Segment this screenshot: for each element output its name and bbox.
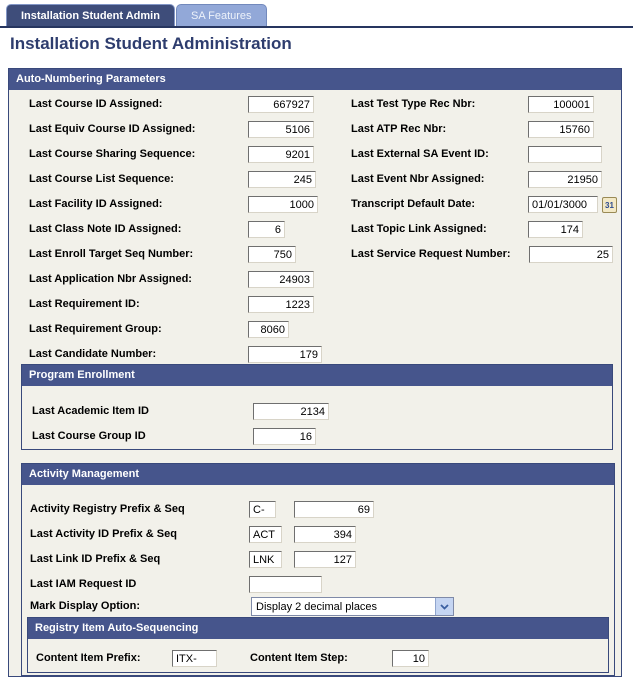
label-last-topic-link: Last Topic Link Assigned: <box>351 223 487 235</box>
mark-display-option-select[interactable] <box>251 597 454 616</box>
section-auto-numbering-parameters <box>8 68 622 677</box>
input-last-atp-rec-nbr[interactable] <box>528 121 594 138</box>
input-last-course-list-seq[interactable] <box>248 171 316 188</box>
label-last-application-nbr: Last Application Nbr Assigned: <box>29 273 192 285</box>
input-activity-registry-prefix[interactable] <box>249 501 276 518</box>
tab-underline <box>0 26 633 28</box>
input-last-activity-id-prefix[interactable] <box>249 526 282 543</box>
label-last-iam-request-id: Last IAM Request ID <box>30 578 137 590</box>
input-last-test-type-rec-nbr[interactable] <box>528 96 594 113</box>
label-activity-registry-prefix-seq: Activity Registry Prefix & Seq <box>30 503 185 515</box>
label-last-requirement-group: Last Requirement Group: <box>29 323 162 335</box>
input-last-course-sharing-seq[interactable] <box>248 146 314 163</box>
input-last-event-nbr[interactable] <box>528 171 602 188</box>
label-last-external-sa-event-id: Last External SA Event ID: <box>351 148 489 160</box>
tab-label: Installation Student Admin <box>21 10 160 22</box>
label-mark-display-option: Mark Display Option: <box>30 600 141 612</box>
input-last-link-id-prefix[interactable] <box>249 551 282 568</box>
chevron-down-icon <box>435 598 453 615</box>
input-last-requirement-id[interactable] <box>248 296 314 313</box>
label-last-academic-item-id: Last Academic Item ID <box>32 405 149 417</box>
input-content-item-prefix[interactable] <box>172 650 217 667</box>
label-last-course-group-id: Last Course Group ID <box>32 430 146 442</box>
input-last-external-sa-event-id[interactable] <box>528 146 602 163</box>
label-last-link-id-prefix-seq: Last Link ID Prefix & Seq <box>30 553 161 565</box>
label-last-facility-id: Last Facility ID Assigned: <box>29 198 163 210</box>
input-last-course-id[interactable] <box>248 96 314 113</box>
input-last-candidate-number[interactable] <box>248 346 322 363</box>
label-content-item-step: Content Item Step: <box>250 652 348 664</box>
input-transcript-default-date[interactable] <box>528 196 598 213</box>
section-program-enrollment <box>21 364 613 450</box>
input-activity-registry-seq[interactable] <box>294 501 374 518</box>
section-header-activity-management: Activity Management <box>22 464 614 485</box>
input-last-service-request-number[interactable] <box>529 246 613 263</box>
label-last-class-note-id: Last Class Note ID Assigned: <box>29 223 182 235</box>
label-last-requirement-id: Last Requirement ID: <box>29 298 140 310</box>
input-last-equiv-course-id[interactable] <box>248 121 314 138</box>
label-content-item-prefix: Content Item Prefix: <box>36 652 141 664</box>
input-last-iam-request-id[interactable] <box>249 576 322 593</box>
input-last-class-note-id[interactable] <box>248 221 285 238</box>
label-last-event-nbr: Last Event Nbr Assigned: <box>351 173 485 185</box>
section-header-program-enrollment: Program Enrollment <box>22 365 612 386</box>
label-last-candidate-number: Last Candidate Number: <box>29 348 157 360</box>
label-transcript-default-date: Transcript Default Date: <box>351 198 476 210</box>
input-last-facility-id[interactable] <box>248 196 318 213</box>
input-last-application-nbr[interactable] <box>248 271 314 288</box>
input-last-activity-id-seq[interactable] <box>294 526 356 543</box>
label-last-enroll-target-seq: Last Enroll Target Seq Number: <box>29 248 194 260</box>
section-header-auto-numbering: Auto-Numbering Parameters <box>9 69 621 90</box>
label-last-test-type-rec-nbr: Last Test Type Rec Nbr: <box>351 98 476 110</box>
input-last-course-group-id[interactable] <box>253 428 316 445</box>
label-last-equiv-course-id: Last Equiv Course ID Assigned: <box>29 123 196 135</box>
input-last-link-id-seq[interactable] <box>294 551 356 568</box>
input-last-requirement-group[interactable] <box>248 321 289 338</box>
mark-display-option-value: Display 2 decimal places <box>256 600 378 613</box>
page-title: Installation Student Administration <box>10 34 292 53</box>
label-last-activity-id-prefix-seq: Last Activity ID Prefix & Seq <box>30 528 177 540</box>
input-last-academic-item-id[interactable] <box>253 403 329 420</box>
tab-sa-features[interactable] <box>176 4 267 26</box>
input-content-item-step[interactable] <box>392 650 429 667</box>
section-registry-item-auto-sequencing <box>27 617 609 673</box>
section-activity-management <box>21 463 615 676</box>
input-last-topic-link[interactable] <box>528 221 583 238</box>
label-last-course-list-seq: Last Course List Sequence: <box>29 173 174 185</box>
tab-label: SA Features <box>191 10 252 22</box>
input-last-enroll-target-seq[interactable] <box>248 246 296 263</box>
label-last-service-request-number: Last Service Request Number: <box>351 248 511 260</box>
calendar-icon-glyph: 31 <box>605 200 614 210</box>
label-last-course-sharing-seq: Last Course Sharing Sequence: <box>29 148 196 160</box>
tab-installation-student-admin[interactable] <box>6 4 175 26</box>
label-last-course-id: Last Course ID Assigned: <box>29 98 163 110</box>
section-header-registry-item-auto-sequencing: Registry Item Auto-Sequencing <box>28 618 608 639</box>
calendar-icon[interactable] <box>602 197 617 213</box>
label-last-atp-rec-nbr: Last ATP Rec Nbr: <box>351 123 447 135</box>
